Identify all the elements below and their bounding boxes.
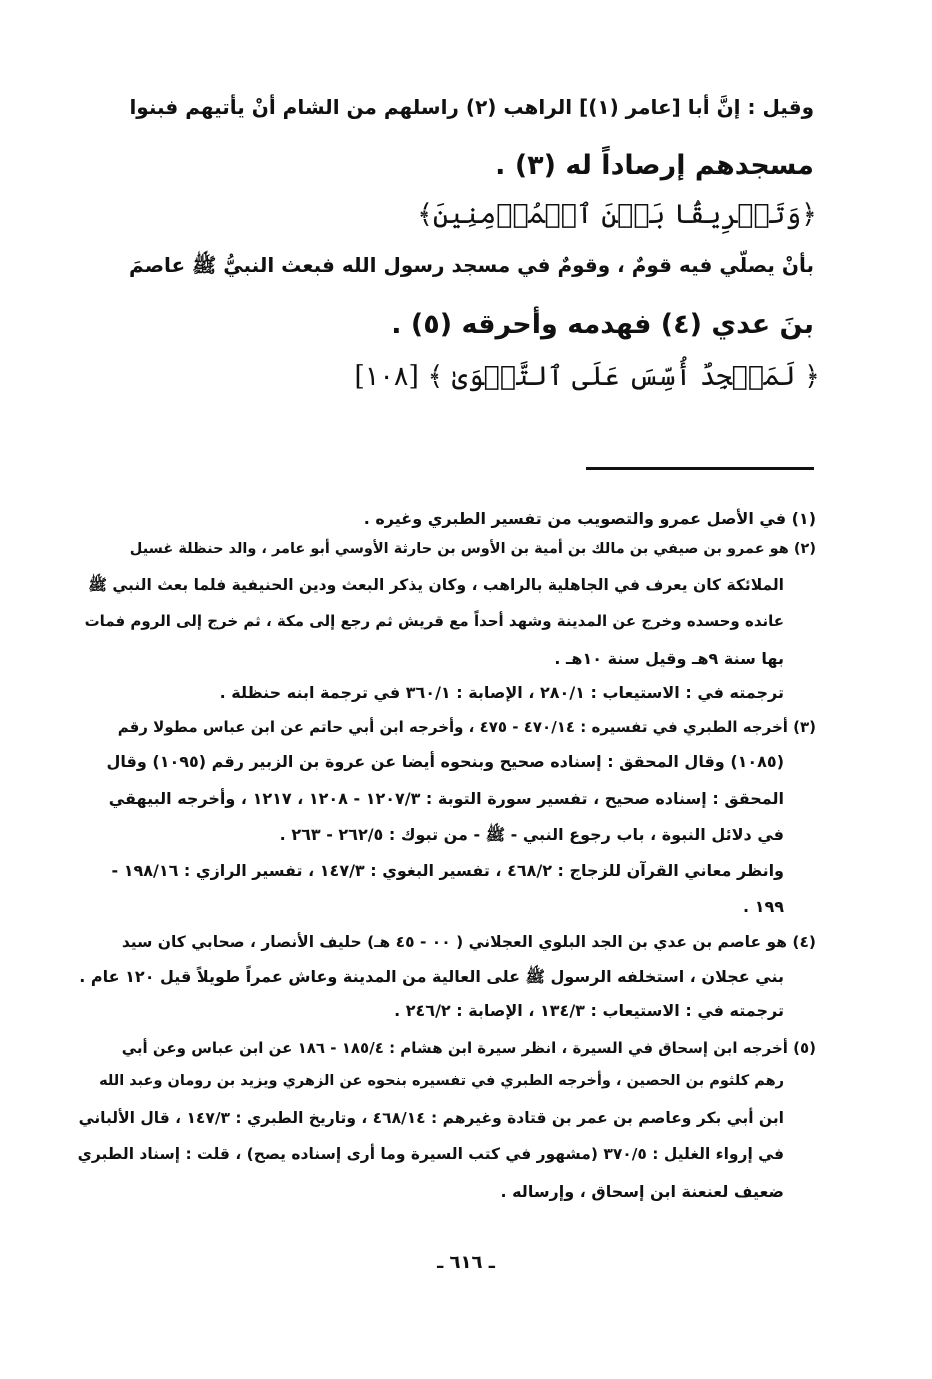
page-number: ـ ٦١٦ ـ (437, 1252, 495, 1273)
footnote-4-translation: ترجمته في : الاستيعاب : ١٣٤/٣ ، الإصابة : ٢٤٦/٢ . (394, 1001, 784, 1020)
footnote-4: (٤) هو عاصم بن عدي بن الجد البلوي العجلاني ( ٠٠ - ٤٥ هـ) حليف الأنصار ، صحابي كان سيد (121, 933, 816, 951)
footnote-2-line-3: عانده وحسده وخرج عن المدينة وشهد أحداً مع قريش ثم رجع إلى مكة ، ثم خرج إلى الروم فمات (84, 612, 784, 630)
main-text-line-4: بنَ عدي (٤) فهدمه وأحرقه (٥) . (391, 309, 814, 340)
footnote-3-line-3: المحقق : إسناده صحيح ، تفسير سورة التوبة : ١٢٠٧/٣ - ١٢٠٨ ، ١٢١٧ ، وأخرجه البيهقي (108, 789, 784, 808)
footnote-5: (٥) أخرجه ابن إسحاق في السيرة ، انظر سيرة ابن هشام : ١٨٥/٤ - ١٨٦ عن ابن عباس وعن أبي (121, 1039, 816, 1057)
footnote-2-line-4: بها سنة ٩هـ وقيل سنة ١٠هـ . (554, 649, 784, 668)
footnote-3-line-5: وانظر معاني القرآن للزجاج : ٤٦٨/٢ ، تفسير البغوي : ١٤٧/٣ ، تفسير الرازي : ١٩٨/١٦ - (111, 861, 784, 880)
footnote-3-line-2: (١٠٨٥) وقال المحقق : إسناده صحيح وبنحوه أيضا عن عروة بن الزبير رقم (١٠٩٥) وقال (106, 752, 784, 771)
footnote-2-line-2: الملائكة كان يعرف في الجاهلية بالراهب ، وكان يذكر البعث ودين الحنيفية فلما بعث النبي ﷺ (88, 576, 784, 594)
quran-verse-1: ﴿وَتَفۡرِيقَۢا بَيۡنَ ٱلۡمُؤۡمِنِينَ﴾ (417, 199, 817, 230)
footnote-1: (١) في الأصل عمرو والتصويب من تفسير الطبري وغيره . (363, 509, 816, 528)
footnote-3-line-6: ١٩٩ . (743, 897, 784, 916)
footnote-5-line-3: ابن أبي بكر وعاصم بن عمر بن قتادة وغيرهم : ٤٦٨/١٤ ، وتاريخ الطبري : ١٤٧/٣ ، قال الألباني (78, 1109, 784, 1127)
footnote-2-translation: ترجمته في : الاستيعاب : ٢٨٠/١ ، الإصابة : ٣٦٠/١ في ترجمة ابنه حنظلة . (219, 683, 784, 702)
quran-verse-2: ﴿ لَمَسۡجِدٌ أُسِّسَ عَلَى ٱلتَّقۡوَىٰ ﴾ [١٠٨] (354, 361, 820, 392)
footnote-divider (586, 467, 814, 470)
main-text-line-3: بأنْ يصلّي فيه قومٌ ، وقومٌ في مسجد رسول الله فبعث النبيُّ ﷺ عاصمَ (129, 253, 814, 277)
footnote-5-line-4: في إرواء الغليل : ٣٧٠/٥ (مشهور في كتب السيرة وما أرى إسناده يصح) ، قلت : إسناد الطبري (77, 1145, 784, 1163)
footnote-2: (٢) هو عمرو بن صيفي بن مالك بن أمية بن الأوس بن حارثة الأوسي أبو عامر ، والد حنظلة غسيل (129, 541, 816, 557)
footnote-3: (٣) أخرجه الطبري في تفسيره : ٤٧٠/١٤ - ٤٧٥ ، وأخرجه ابن أبي حاتم عن ابن عباس مطولا رقم (117, 718, 816, 736)
footnote-3-line-4: في دلائل النبوة ، باب رجوع النبي - ﷺ - من تبوك : ٢٦٢/٥ - ٢٦٣ . (279, 825, 784, 844)
main-text-line-1: وقيل : إنَّ أبا [عامر (١)] الراهب (٢) راسلهم من الشام أنْ يأتيهم فبنوا (129, 95, 814, 119)
main-text-line-2: مسجدهم إرصاداً له (٣) . (495, 150, 814, 181)
footnote-5-line-2: رهم كلثوم بن الحصين ، وأخرجه الطبري في تفسيره بنحوه عن الزهري ويزيد بن رومان وعبد الله (99, 1073, 784, 1089)
footnote-4-line-2: بني عجلان ، استخلفه الرسول ﷺ على العالية من المدينة وعاش عمراً طويلاً قيل ١٢٠ عام . (79, 967, 784, 986)
footnote-5-line-5: ضعيف لعنعنة ابن إسحاق ، وإرساله . (500, 1182, 784, 1201)
